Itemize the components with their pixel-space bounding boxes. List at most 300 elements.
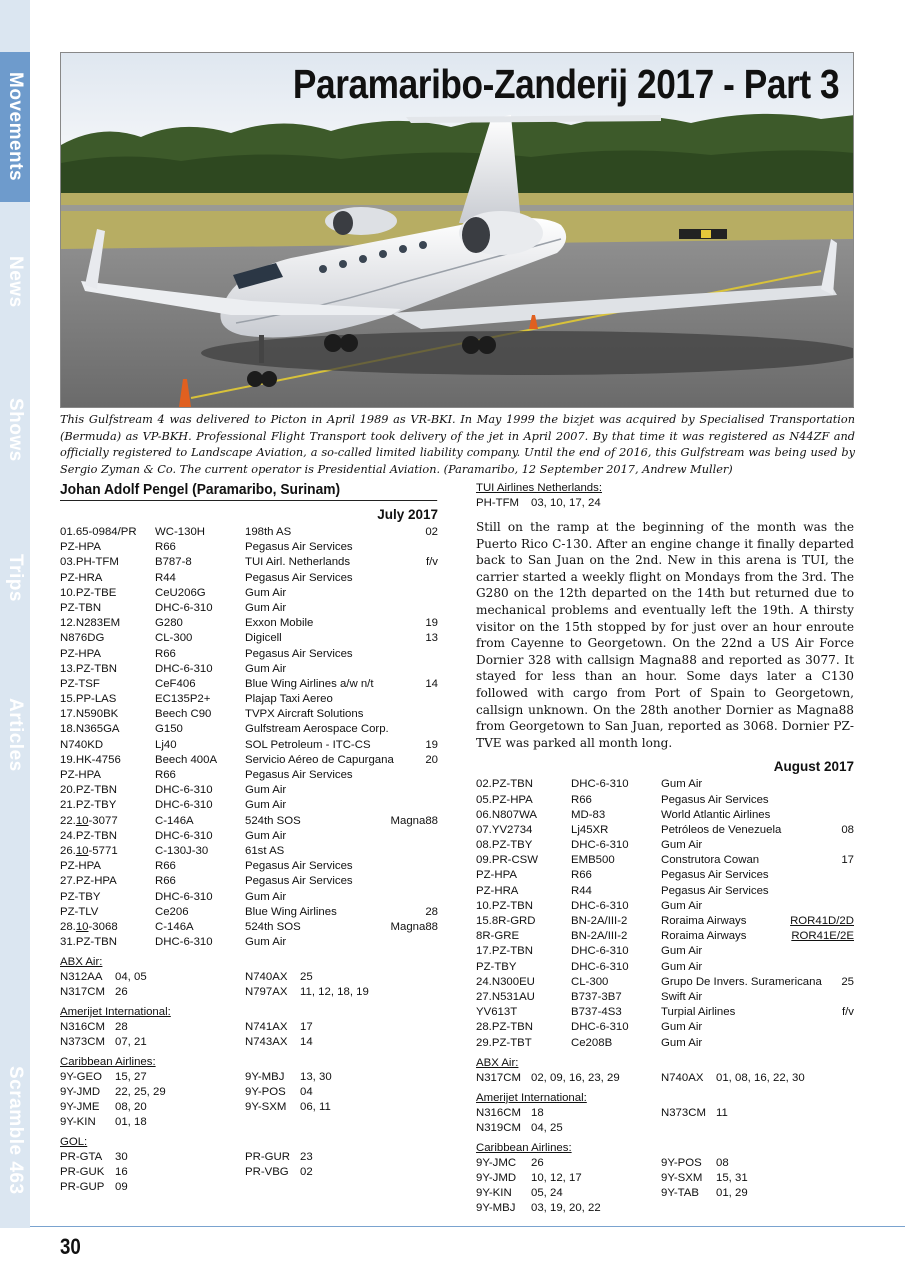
airline-reg-line: [60, 1180, 438, 1195]
movement-registration: [60, 935, 155, 950]
movement-registration: [60, 692, 155, 707]
airline-dates: 15, 31: [716, 1171, 748, 1184]
movement-type: CL-300: [155, 632, 193, 645]
movement-registration: [60, 647, 155, 662]
airline-title: GOL:: [60, 1136, 88, 1149]
airline-reg: N741AX: [245, 1021, 288, 1034]
movement-operator: Gulfstream Aerospace Corp.: [245, 723, 389, 736]
movement-day: 09.: [476, 854, 492, 867]
movement-operator: 61st AS: [245, 844, 285, 857]
movement-operator: Servicio Aéreo de Capurgana: [245, 753, 394, 766]
airline-dates: 04, 05: [115, 971, 147, 984]
registration-text: PZ-HPA: [60, 860, 101, 873]
airline-reg: N373CM: [60, 1036, 105, 1049]
movement-type: R66: [155, 860, 176, 873]
airline-reg: N740AX: [245, 971, 288, 984]
airline-reg-entry: [245, 1180, 430, 1195]
movement-row: [60, 525, 438, 540]
movement-row: [60, 722, 438, 737]
movement-registration: [476, 884, 571, 899]
airline-reg-line: [476, 1156, 854, 1171]
movement-note: ROR41E/2E: [791, 930, 854, 943]
movement-note: 25: [841, 975, 854, 988]
movement-operator: 198th AS: [245, 526, 292, 538]
registration-text: PZ-TBY: [476, 960, 517, 973]
movement-operator: Gum Air: [245, 601, 287, 614]
movement-type: CeU206G: [155, 586, 206, 599]
registration-text: N283EM: [75, 617, 121, 630]
movement-operator: SOL Petroleum - ITC-CS: [245, 738, 371, 751]
movement-row: [476, 944, 854, 959]
tab-articles[interactable]: Articles: [5, 698, 26, 772]
serial-prefix: 10: [75, 920, 89, 933]
movement-type: G280: [155, 617, 183, 630]
movement-row: [60, 540, 438, 555]
tab-shows[interactable]: Shows: [5, 398, 26, 462]
airline-reg-line: [60, 1165, 438, 1180]
movement-registration: [60, 662, 155, 677]
tab-news[interactable]: News: [5, 256, 26, 308]
airline-reg-line: [60, 1085, 438, 1100]
movement-type: R44: [155, 571, 176, 584]
airline-reg-entry: [661, 1186, 846, 1201]
movement-operator: Blue Wing Airlines: [245, 905, 337, 918]
movement-operator: Gum Air: [245, 586, 287, 599]
airline-dates: 02, 09, 16, 23, 29: [531, 1071, 620, 1084]
registration-text: -5771: [88, 844, 118, 857]
movement-row: [60, 571, 438, 586]
airline-reg: N312AA: [60, 971, 103, 984]
movement-note: 20: [425, 753, 438, 766]
movement-operator: Gum Air: [661, 1021, 703, 1034]
airline-dates: 08: [716, 1156, 729, 1169]
movement-registration: [476, 944, 571, 959]
airline-reg-line: [476, 1071, 854, 1086]
movement-type: Lj45XR: [571, 823, 609, 836]
movement-type: R66: [155, 647, 176, 660]
movement-registration: [60, 677, 155, 692]
movement-operator: Grupo De Invers. Suramericana: [661, 975, 822, 988]
movement-type: BN-2A/III-2: [571, 930, 628, 943]
registration-text: PZ-HRA: [60, 571, 103, 584]
registration-text: YV613T: [476, 1006, 518, 1019]
movement-type: R66: [155, 769, 176, 781]
movement-row: [476, 853, 854, 868]
movement-row: [476, 1020, 854, 1035]
movement-registration: [60, 586, 155, 601]
airline-reg: 9Y-JME: [60, 1101, 100, 1114]
movement-day: 28.: [60, 920, 76, 933]
airline-dates: 23: [300, 1151, 313, 1164]
movement-row: [476, 868, 854, 883]
airline-reg: [661, 1201, 716, 1216]
movement-operator: World Atlantic Airlines: [661, 808, 771, 821]
airline-reg: PR-GUP: [60, 1181, 105, 1194]
airline-dates: 03, 10, 17, 24: [531, 497, 601, 509]
movement-row: [60, 616, 438, 631]
airline-reg-line: [60, 1070, 438, 1085]
airline-title: ABX Air:: [60, 956, 103, 969]
movement-type: DHC-6-310: [155, 601, 213, 614]
registration-text: PZ-TBN: [75, 936, 117, 949]
airline-reg-entry: [476, 1071, 661, 1086]
movement-row: [476, 1005, 854, 1020]
movement-row: [476, 990, 854, 1005]
movement-operator: Construtora Cowan: [661, 854, 760, 867]
airline-dates: 03, 19, 20, 22: [531, 1201, 601, 1214]
airline-reg: PH-TFM: [476, 497, 520, 509]
airline-reg-line: [476, 1171, 854, 1186]
airline-reg-entry: [661, 1106, 846, 1121]
movement-day: 31.: [60, 936, 76, 949]
movement-operator: TVPX Aircraft Solutions: [245, 708, 364, 721]
registration-text: PR-CSW: [491, 854, 539, 867]
airline-reg: N317CM: [60, 986, 105, 999]
airline-dates: 18: [531, 1106, 544, 1119]
airline-dates: 09: [115, 1181, 128, 1194]
movement-row: [60, 844, 438, 859]
airline-reg: 9Y-MBJ: [245, 1071, 285, 1084]
tab-scramble[interactable]: Scramble 463: [5, 1065, 26, 1195]
movement-type: DHC-6-310: [155, 784, 213, 797]
movement-row: [476, 777, 854, 792]
registration-text: N531AU: [491, 990, 535, 1003]
airline-dates: 28: [115, 1021, 128, 1034]
airline-reg: 9Y-SXM: [245, 1101, 287, 1114]
airline-reg: N317CM: [476, 1071, 521, 1084]
movement-day: 03.: [60, 556, 76, 569]
movement-day: 22.: [60, 814, 76, 827]
movement-row: [476, 838, 854, 853]
movement-day: 28.: [476, 1021, 492, 1034]
airline-reg-entry: [60, 1070, 245, 1085]
movement-row: [60, 874, 438, 889]
airline-dates: 02: [300, 1166, 313, 1179]
airline-reg-entry: [661, 1071, 846, 1086]
movement-registration: [60, 768, 155, 783]
movement-type: R44: [571, 884, 592, 897]
movement-type: B737-4S3: [571, 1006, 622, 1019]
airline-reg-entry: [60, 1165, 245, 1180]
registration-text: PZ-TBY: [75, 799, 117, 812]
airline-reg: 9Y-POS: [245, 1086, 286, 1099]
movement-note: 02: [425, 526, 438, 538]
registration-text: N876DG: [60, 632, 105, 645]
movement-registration: [476, 777, 571, 792]
movement-day: 10.: [60, 586, 76, 599]
movement-operator: Gum Air: [661, 945, 703, 958]
movement-type: BN-2A/III-2: [571, 915, 628, 927]
movement-type: R66: [155, 875, 176, 888]
registration-text: N740KD: [60, 738, 104, 751]
airline-title: Caribbean Airlines:: [476, 1141, 572, 1154]
july-airline-lists: [60, 955, 438, 1195]
movement-row: [476, 808, 854, 823]
airline-reg-entry: [60, 1180, 245, 1195]
movement-row: [60, 662, 438, 677]
registration-text: PZ-HPA: [491, 793, 533, 806]
movement-registration: [476, 1005, 571, 1020]
movement-type: DHC-6-310: [571, 899, 629, 912]
movement-type: Beech 400A: [155, 753, 218, 766]
airline-reg-line: [60, 970, 438, 985]
airline-reg: N316CM: [476, 1106, 521, 1119]
movement-row: [60, 859, 438, 874]
movement-note: 28: [425, 905, 438, 918]
registration-text: PZ-TBN: [491, 1021, 533, 1034]
movement-registration: [60, 890, 155, 905]
registration-text: PZ-TBN: [60, 601, 102, 614]
airline-reg-entry: [245, 1100, 430, 1115]
movement-operator: Gum Air: [245, 936, 287, 949]
registration-text: PZ-TBN: [75, 784, 117, 797]
airline-reg-line: [60, 1020, 438, 1035]
movement-note: 08: [841, 823, 854, 836]
movement-day: 06.: [476, 808, 492, 821]
airline-dates: 26: [115, 986, 128, 999]
movement-day: 24.: [476, 975, 492, 988]
movement-registration: [60, 601, 155, 616]
airline-reg-entry: [245, 1085, 430, 1100]
movement-operator: Gum Air: [245, 784, 287, 797]
movement-type: DHC-6-310: [571, 778, 629, 791]
movement-row: [60, 692, 438, 707]
movement-note: 19: [425, 617, 438, 630]
movement-operator: Pegasus Air Services: [245, 541, 353, 554]
movement-operator: Gum Air: [661, 1036, 703, 1049]
airline-reg: 9Y-POS: [661, 1156, 702, 1169]
movement-type: DHC-6-310: [571, 960, 629, 973]
movement-registration: [476, 929, 571, 944]
airline-reg-entry: [60, 1150, 245, 1165]
movement-row: [60, 738, 438, 753]
movement-day: 15.: [476, 915, 492, 927]
movement-operator: Pegasus Air Services: [661, 869, 769, 882]
movement-operator: 524th SOS: [245, 920, 301, 933]
movement-type: DHC-6-310: [155, 890, 213, 903]
movement-note: 14: [425, 677, 438, 690]
airline-reg: [245, 1115, 300, 1130]
movement-registration: [60, 738, 155, 753]
movement-registration: [60, 844, 155, 859]
movement-registration: [60, 874, 155, 889]
airline-reg: N316CM: [60, 1021, 105, 1034]
movement-row: [476, 975, 854, 990]
airline-reg-entry: [661, 1156, 846, 1171]
airline-dates: 08, 20: [115, 1101, 147, 1114]
airline-reg: 9Y-SXM: [661, 1171, 703, 1184]
movement-operator: Roraima Airways: [661, 915, 747, 927]
movement-row: [60, 601, 438, 616]
movement-row: [60, 890, 438, 905]
movement-registration: [60, 616, 155, 631]
movement-operator: Gum Air: [661, 960, 703, 973]
movement-day: 17.: [476, 945, 492, 958]
movement-registration: [60, 525, 155, 540]
movement-day: 19.: [60, 753, 76, 766]
airline-dates: 16: [115, 1166, 128, 1179]
movement-row: [476, 823, 854, 838]
movement-type: Ce208B: [571, 1036, 613, 1049]
airline-reg: N319CM: [476, 1121, 521, 1134]
airline-dates: 01, 29: [716, 1186, 748, 1199]
airline-reg: 9Y-JMC: [476, 1156, 517, 1169]
registration-text: N300EU: [491, 975, 535, 988]
airline-dates: 04, 25: [531, 1121, 563, 1134]
airline-reg: PR-GUR: [245, 1151, 290, 1164]
airline-reg-entry: [245, 1035, 430, 1050]
month-heading-august: August 2017: [773, 759, 854, 775]
page-title: Paramaribo-Zanderij 2017 - Part 3: [292, 61, 839, 107]
registration-text: 8R-GRE: [476, 930, 520, 943]
movement-type: C-146A: [155, 814, 194, 827]
movement-registration: [60, 798, 155, 813]
airline-dates: 26: [531, 1156, 544, 1169]
airline-reg-entry: [661, 1121, 846, 1136]
movement-registration: [476, 914, 571, 929]
airline-dates: 14: [300, 1036, 313, 1049]
registration-text: PZ-TBN: [491, 778, 533, 791]
movement-operator: Digicell: [245, 632, 282, 645]
airline-reg-entry: [60, 1085, 245, 1100]
registration-text: 8R-GRD: [491, 915, 536, 927]
airline-reg: 9Y-GEO: [60, 1071, 102, 1084]
movement-registration: [60, 722, 155, 737]
movement-operator: Pegasus Air Services: [245, 571, 353, 584]
movement-registration: [60, 631, 155, 646]
serial-prefix: 10: [75, 814, 89, 827]
tab-trips[interactable]: Trips: [5, 554, 26, 602]
movement-registration: [476, 1036, 571, 1051]
airline-reg-line: [476, 1186, 854, 1201]
movement-row: [60, 905, 438, 920]
movement-type: Beech C90: [155, 708, 212, 721]
movement-day: 18.: [60, 723, 76, 736]
registration-text: PZ-HPA: [60, 647, 101, 660]
movement-registration: [60, 753, 155, 768]
movement-type: B787-8: [155, 556, 192, 569]
movement-operator: Pegasus Air Services: [661, 793, 769, 806]
movement-registration: [476, 838, 571, 853]
registration-text: PZ-TBY: [491, 839, 533, 852]
registration-text: HK-4756: [75, 753, 121, 766]
movement-row: [60, 768, 438, 783]
airline-reg: N743AX: [245, 1036, 288, 1049]
registration-text: PZ-HPA: [75, 875, 117, 888]
movement-day: 26.: [60, 844, 76, 857]
movement-row: [60, 935, 438, 950]
movement-type: DHC-6-310: [155, 662, 213, 675]
airline-reg-line: [476, 1106, 854, 1121]
movement-operator: Gum Air: [245, 890, 287, 903]
registration-text: PZ-HPA: [60, 769, 101, 781]
movement-operator: Exxon Mobile: [245, 617, 314, 630]
movement-operator: TUI Airl. Netherlands: [245, 556, 351, 569]
airline-reg-entry: [245, 1020, 430, 1035]
airline-reg-entry: [476, 1156, 661, 1171]
movement-operator: Plajap Taxi Aereo: [245, 693, 333, 706]
movement-operator: Pegasus Air Services: [245, 875, 353, 888]
movement-row: [476, 914, 854, 929]
movement-day: 21.: [60, 799, 76, 812]
airline-reg-entry: [476, 1201, 661, 1216]
airline-reg: 9Y-JMD: [60, 1086, 101, 1099]
photo-caption: This Gulfstream 4 was delivered to Picton in April 1989 as VR-BKI. In May 1999 the bizjet was acquired by Specialised Transportation (Bermuda) as VP-BKH. Professional Flight Transport took delivery of the jet in April 2007. By that time it was registered as N44ZF and officially registered to Landscape Aviation, a so-called limited liability company. Until the end of 2016, this Gulfstream was being used by Sergio Zyman & Co. The current operator is Presidential Aviation. (Paramaribo, 12 September 2017, Andrew Muller): [60, 413, 855, 476]
movement-day: 24.: [60, 829, 76, 842]
movement-operator: Blue Wing Airlines a/w n/t: [245, 677, 374, 690]
movement-registration: [60, 571, 155, 586]
airline-dates: 13, 30: [300, 1071, 332, 1084]
airline-dates: 05, 24: [531, 1186, 563, 1199]
movement-day: 12.: [60, 617, 76, 630]
airline-reg-entry: [476, 1186, 661, 1201]
airline-reg: [245, 1180, 300, 1195]
movement-note: f/v: [425, 556, 438, 569]
registration-text: PZ-TBN: [491, 899, 533, 912]
airline-reg-entry: [661, 1171, 846, 1186]
registration-text: N365GA: [75, 723, 120, 736]
movement-day: 02.: [476, 778, 492, 791]
movement-type: R66: [155, 541, 176, 554]
tab-movements[interactable]: Movements: [0, 52, 30, 202]
airline-dates: 11: [716, 1106, 728, 1119]
airline-dates: 06, 11: [300, 1101, 331, 1114]
movement-row: [60, 647, 438, 662]
airline-dates: 17: [300, 1021, 313, 1034]
airline-title: Amerijet International:: [60, 1006, 171, 1019]
airline-reg: N740AX: [661, 1071, 704, 1084]
movement-day: 20.: [60, 784, 76, 797]
registration-text: -3077: [88, 814, 118, 827]
airline-dates: 01, 18: [115, 1116, 147, 1129]
movement-operator: Pegasus Air Services: [245, 860, 353, 873]
movement-type: C-130J-30: [155, 844, 209, 857]
movement-day: 17.: [60, 708, 76, 721]
movement-registration: [476, 990, 571, 1005]
airline-reg-entry: [476, 1171, 661, 1186]
serial-prefix: 10: [75, 844, 89, 857]
movement-day: 05.: [476, 793, 492, 806]
august-movements-list: [476, 777, 854, 1050]
airline-dates: 07, 21: [115, 1036, 147, 1049]
registration-text: PP-LAS: [75, 693, 117, 706]
movement-operator: Gum Air: [661, 778, 703, 791]
airline-reg-entry: [245, 1070, 430, 1085]
july-movements-list: [60, 525, 438, 950]
airline-reg: PR-GUK: [60, 1166, 105, 1179]
airline-reg-entry: [661, 1201, 846, 1216]
registration-text: PZ-TBT: [491, 1036, 532, 1049]
movement-type: DHC-6-310: [155, 936, 213, 949]
airline-reg: [661, 1121, 716, 1136]
movement-day: 13.: [60, 662, 76, 675]
movement-type: G150: [155, 723, 183, 736]
airline-dates: 04: [300, 1086, 313, 1099]
airline-dates: 22, 25, 29: [115, 1086, 166, 1099]
airline-dates: 01, 08, 16, 22, 30: [716, 1071, 805, 1084]
movement-note: ROR41D/2D: [790, 915, 854, 927]
airline-title: Amerijet International:: [476, 1091, 587, 1104]
august-airline-lists: [476, 1056, 854, 1216]
movement-type: DHC-6-310: [571, 839, 629, 852]
registration-text: PZ-TBN: [75, 662, 117, 675]
movement-note: f/v: [841, 1006, 854, 1019]
movement-operator: Gum Air: [245, 829, 287, 842]
airline-reg-entry: [60, 970, 245, 985]
airport-heading: Johan Adolf Pengel (Paramaribo, Surinam): [60, 481, 437, 501]
movement-operator: 524th SOS: [245, 814, 301, 827]
movement-day: 27.: [60, 875, 76, 888]
